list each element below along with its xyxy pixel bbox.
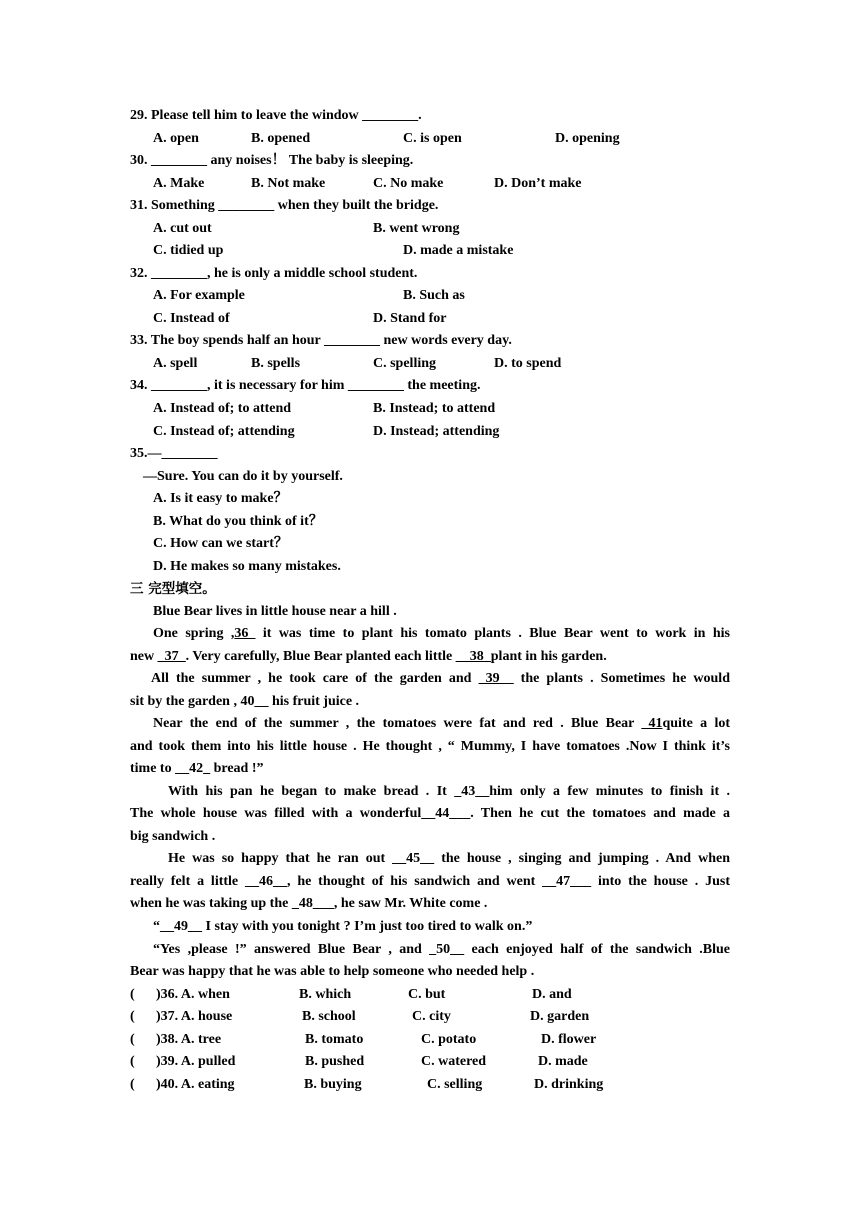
passage-paragraph-3-line-2: sit by the garden , 40__ his fruit juice . — [130, 694, 360, 709]
option-d: D. He makes so many mistakes. — [153, 559, 341, 574]
blank-41: _41 — [641, 716, 663, 731]
answer-number-option-a: )38. A. tree — [156, 1032, 222, 1047]
option-d: D. opening — [555, 131, 620, 146]
passage-paragraph-6-line-1: He was so happy that he ran out __45__ the house , singing and jumping . And when — [168, 851, 730, 866]
option-b: B. went wrong — [373, 221, 460, 236]
passage-text: plant in his garden. — [490, 649, 607, 664]
passage-text: Near the end of the summer , the tomatoes were fat and red . Blue Bear — [153, 716, 642, 731]
question-30-stem: 30. ________ any noises！ The baby is sleeping. — [130, 153, 414, 168]
passage-paragraph-4-line-3: time to __42_ bread !” — [130, 761, 264, 776]
option-c: C. is open — [403, 131, 462, 146]
option-c: C. How can we start？ — [153, 536, 288, 551]
section-heading: 三 完型填空。 — [130, 581, 216, 597]
question-33-stem: 33. The boy spends half an hour ________ new words every day. — [130, 333, 512, 348]
option-d: D. Stand for — [373, 311, 447, 326]
option-c: C. tidied up — [153, 243, 224, 258]
answer-number-option-a: )37. A. house — [156, 1009, 233, 1024]
option-b: B. tomato — [305, 1032, 364, 1047]
passage-paragraph-8-line-1: “Yes ,please !” answered Blue Bear , and _50__ each enjoyed half of the sandwich .Blue — [153, 942, 730, 957]
question-31-stem: 31. Something ________ when they built the bridge. — [130, 198, 439, 213]
passage-text: new — [130, 649, 158, 664]
question-32-stem: 32. ________, he is only a middle school student. — [130, 266, 418, 281]
option-d: D. and — [532, 987, 572, 1002]
question-35-stem: 35.—________ — [130, 446, 218, 461]
option-b: B. school — [302, 1009, 356, 1024]
option-a: A. spell — [153, 356, 198, 371]
option-d: D. Instead; attending — [373, 424, 500, 439]
answer-paren: ( — [130, 1054, 135, 1069]
option-b: B. pushed — [305, 1054, 365, 1069]
blank-37: _37_ — [157, 649, 186, 664]
question-35-reply: —Sure. You can do it by yourself. — [143, 469, 343, 484]
option-a: A. Instead of; to attend — [153, 401, 292, 416]
blank-38: __38_ — [455, 649, 491, 664]
option-c: C. Instead of; attending — [153, 424, 295, 439]
passage-paragraph-2-line-1 — [153, 623, 730, 645]
option-c: C. but — [408, 987, 446, 1002]
option-b: B. buying — [304, 1077, 362, 1092]
passage-paragraph-8-line-2: Bear was happy that he was able to help someone who needed help . — [130, 964, 535, 979]
option-a: A. Is it easy to make？ — [153, 491, 288, 506]
option-d: D. to spend — [494, 356, 562, 371]
question-31-options-row1 — [130, 218, 730, 240]
passage-text: quite a lot — [662, 716, 730, 731]
passage-paragraph-6-line-2: really felt a little __46__, he thought of his sandwich and went __47___ into the house . Just — [130, 874, 730, 889]
passage-text: . Very carefully, Blue Bear planted each little — [185, 649, 456, 664]
passage-paragraph-1: Blue Bear lives in little house near a hill . — [153, 604, 397, 619]
passage-paragraph-2-line-2 — [130, 646, 730, 668]
question-29-options — [130, 128, 730, 150]
option-d: D. made a mistake — [403, 243, 514, 258]
option-b: B. spells — [251, 356, 301, 371]
passage-paragraph-5-line-2: The whole house was filled with a wonderful__44___. Then he cut the tomatoes and made a — [130, 806, 730, 821]
option-c: C. spelling — [373, 356, 437, 371]
passage-paragraph-4-line-1 — [153, 713, 730, 735]
question-31-options-row2 — [130, 240, 730, 262]
blank-39: _39 — [478, 671, 500, 686]
option-a: A. For example — [153, 288, 245, 303]
option-b: B. opened — [251, 131, 311, 146]
option-a: A. Make — [153, 176, 205, 191]
option-c: C. Instead of — [153, 311, 230, 326]
passage-paragraph-5-line-3: big sandwich . — [130, 829, 216, 844]
answer-number-option-a: )39. A. pulled — [156, 1054, 236, 1069]
option-c: C. city — [412, 1009, 451, 1024]
question-32-options-row1 — [130, 285, 730, 307]
answer-row-40 — [130, 1074, 730, 1096]
passage-paragraph-3-line-1 — [151, 668, 730, 690]
answer-number-option-a: )40. A. eating — [156, 1077, 235, 1092]
question-34-stem: 34. ________, it is necessary for him ________ the meeting. — [130, 378, 481, 393]
answer-paren: ( — [130, 987, 135, 1002]
answer-paren: ( — [130, 1009, 135, 1024]
answer-paren: ( — [130, 1077, 135, 1092]
question-32-options-row2 — [130, 308, 730, 330]
question-30-options — [130, 173, 730, 195]
option-d: D. garden — [530, 1009, 590, 1024]
question-33-options — [130, 353, 730, 375]
answer-row-36 — [130, 984, 730, 1006]
question-34-options-row1 — [130, 398, 730, 420]
passage-text: __ the plants . Sometimes he would — [499, 671, 730, 686]
option-b: B. Instead; to attend — [373, 401, 496, 416]
option-d: D. flower — [541, 1032, 597, 1047]
option-b: B. which — [299, 987, 352, 1002]
passage-text: One spring , — [153, 626, 235, 641]
blank-36: 36_ — [234, 626, 256, 641]
option-c: C. No make — [373, 176, 444, 191]
option-a: A. cut out — [153, 221, 212, 236]
option-b: B. Such as — [403, 288, 465, 303]
question-29-stem: 29. Please tell him to leave the window ________. — [130, 108, 422, 123]
passage-paragraph-5-line-1: With his pan he began to make bread . It _43__him only a few minutes to finish it . — [168, 784, 730, 799]
answer-paren: ( — [130, 1032, 135, 1047]
option-b: B. What do you think of it？ — [153, 514, 323, 529]
option-b: B. Not make — [251, 176, 326, 191]
answer-row-37 — [130, 1006, 730, 1028]
option-c: C. potato — [421, 1032, 477, 1047]
passage-paragraph-4-line-2: and took them into his little house . He thought , “ Mummy, I have tomatoes .Now I think it’s — [130, 739, 730, 754]
passage-paragraph-6-line-3: when he was taking up the _48___, he saw Mr. White come . — [130, 896, 488, 911]
passage-text: it was time to plant his tomato plants . Blue Bear went to work in his — [255, 626, 730, 641]
option-d: D. made — [538, 1054, 588, 1069]
option-d: D. Don’t make — [494, 176, 582, 191]
passage-text: All the summer , he took care of the garden and — [151, 671, 479, 686]
option-d: D. drinking — [534, 1077, 604, 1092]
option-c: C. watered — [421, 1054, 487, 1069]
question-34-options-row2 — [130, 421, 730, 443]
answer-row-38 — [130, 1029, 730, 1051]
answer-number-option-a: )36. A. when — [156, 987, 230, 1002]
answer-row-39 — [130, 1051, 730, 1073]
option-a: A. open — [153, 131, 199, 146]
passage-paragraph-7: “__49__ I stay with you tonight ? I’m just too tired to walk on.” — [153, 919, 533, 934]
option-c: C. selling — [427, 1077, 483, 1092]
